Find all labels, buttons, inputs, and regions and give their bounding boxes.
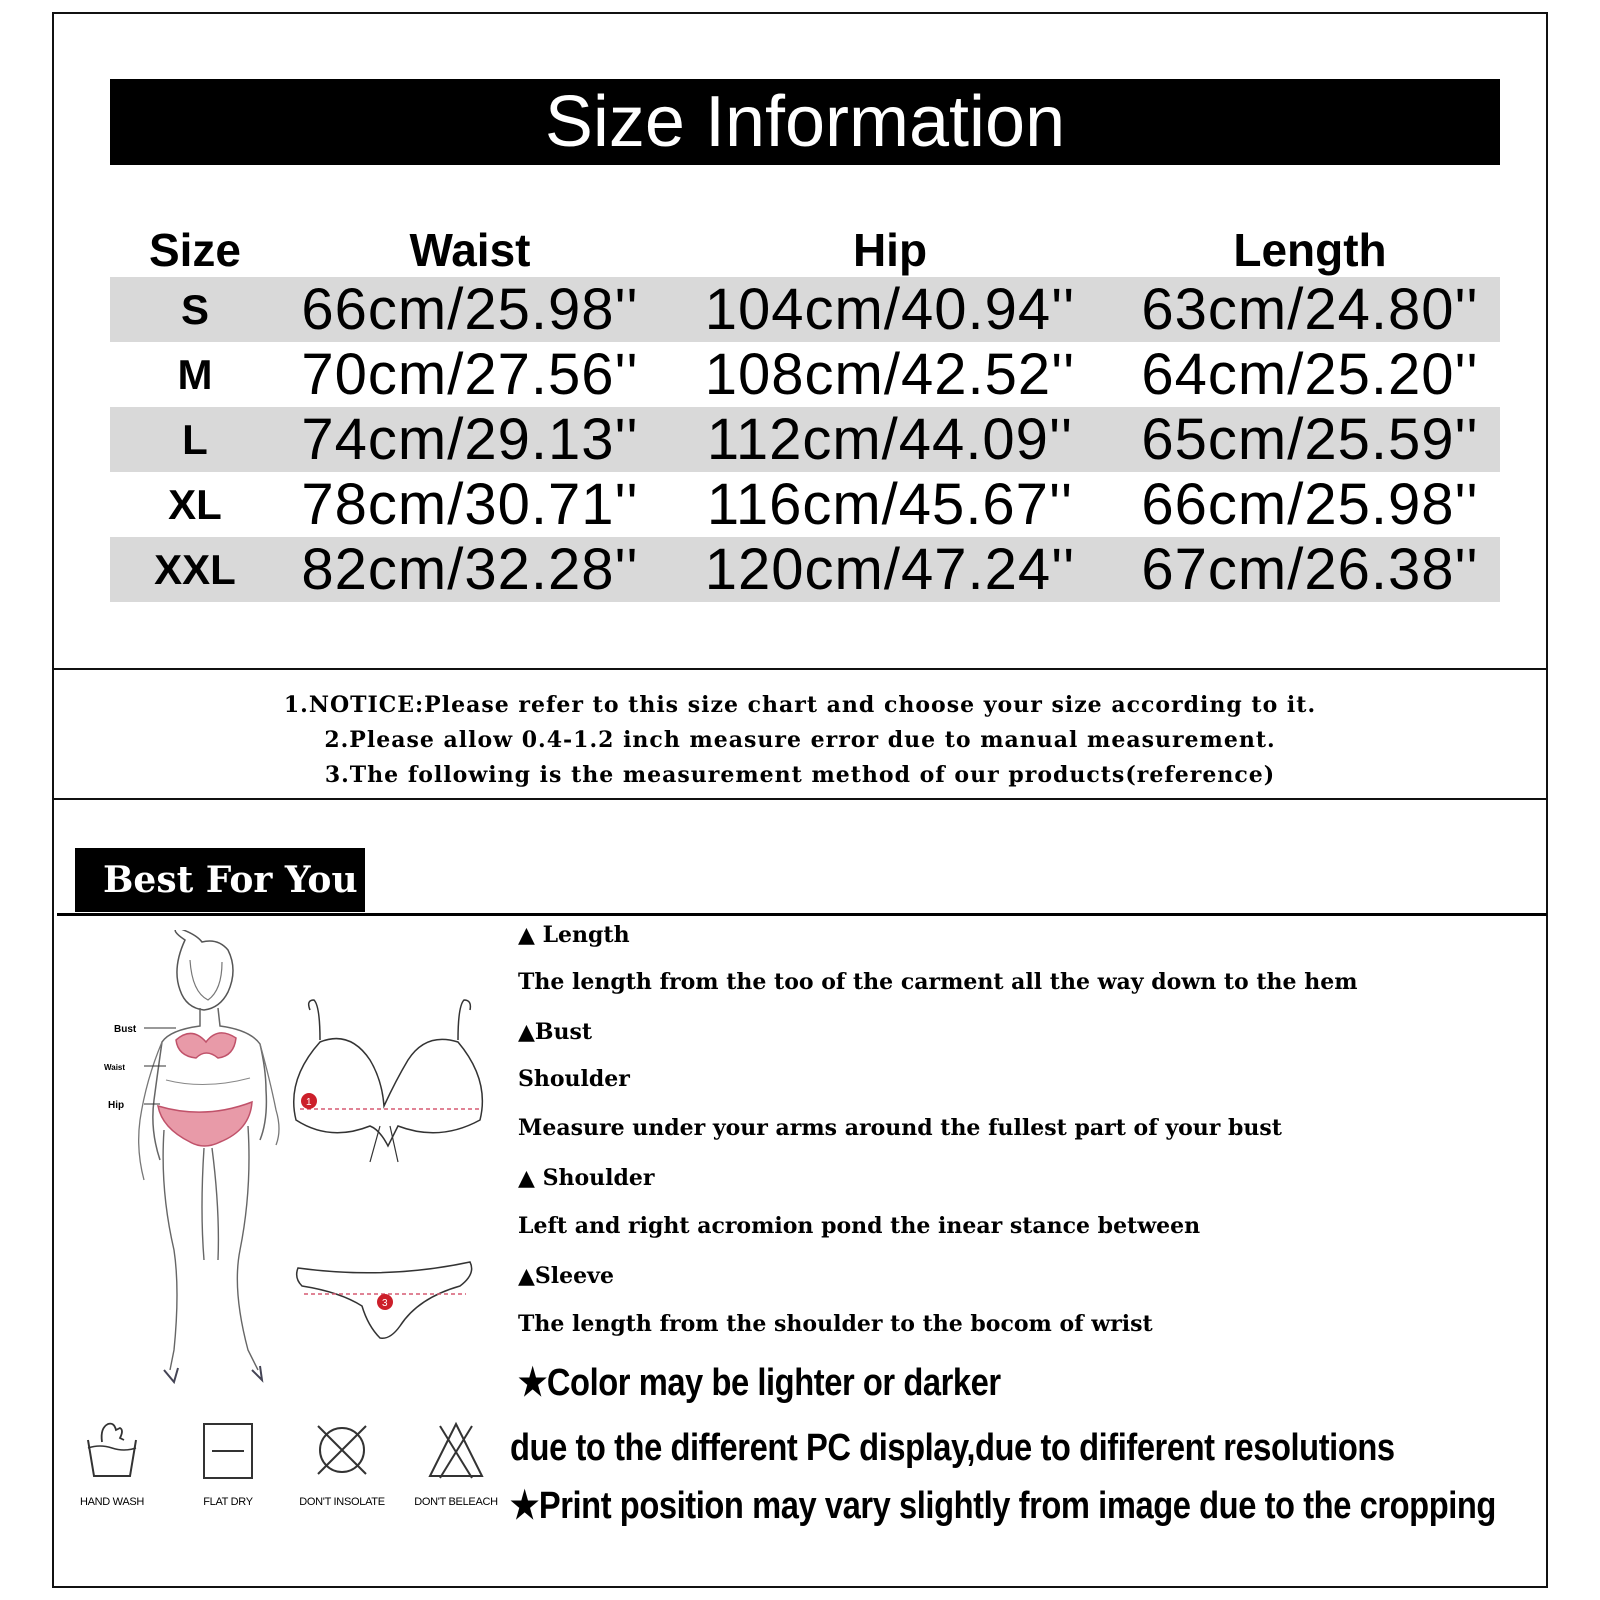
notice-block [52,688,1548,793]
hip-cell: 108cm/42.52'' [704,342,1076,407]
guide-bust-heading: ▲Bust [518,1019,593,1045]
size-cell: XL [168,480,222,528]
waist-cell: 66cm/25.98'' [301,277,639,342]
figure-shoes [164,1366,262,1382]
hand-wash-icon [80,1418,144,1482]
notice-line: 2.Please allow 0.4-1.2 inch measure error due to manual measurement. [324,727,1276,753]
marker-3: 3 [382,1298,388,1309]
care-flat-dry [178,1418,278,1508]
table-row [110,277,1500,342]
guide-shoulder-heading: ▲ Shoulder [518,1165,655,1191]
header-length: Length [1233,224,1387,276]
hip-cell: 116cm/45.67'' [706,472,1074,537]
waist-cell: 78cm/30.71'' [301,472,639,537]
length-cell: 63cm/24.80'' [1141,277,1479,342]
care-label: DON'T BELEACH [414,1496,498,1508]
figure-waist [166,1078,250,1085]
marker-1: 1 [306,1097,312,1108]
size-cell: XXL [154,545,236,593]
table-row [110,472,1500,537]
length-cell: 64cm/25.20'' [1141,342,1479,407]
care-label: HAND WASH [79,1496,145,1508]
guide-shoulder-text: Left and right acromion pond the inear stance between [518,1213,1201,1239]
best-for-you-tab: Best For You [75,848,365,912]
care-hand-wash [62,1418,162,1508]
figure-legs [163,1126,258,1370]
table-row [110,407,1500,472]
label-waist: Waist [104,1063,126,1072]
guide-sleeve-heading: ▲Sleeve [518,1263,614,1289]
body-measurement-illustration [100,930,520,1400]
label-bust: Bust [114,1024,137,1035]
guide-shoulder-label: Shoulder [518,1066,630,1092]
guide-length-heading: ▲ Length [518,922,630,948]
size-cell: S [180,285,209,333]
hip-cell: 104cm/40.94'' [704,277,1076,342]
flat-dry-icon [196,1418,260,1482]
dont-insolate-icon [310,1418,374,1482]
care-label: DON'T INSOLATE [299,1496,385,1508]
section-underline [57,913,1547,916]
divider [52,668,1548,670]
bra-sketch [294,1000,483,1162]
notice-line: 3.The following is the measurement method of our products(reference) [324,762,1276,788]
guide-bust-text: Measure under your arms around the fullest part of your bust [518,1115,1282,1141]
header-hip: Hip [852,224,928,276]
hip-cell: 120cm/47.24'' [704,537,1076,602]
care-dont-bleach [406,1418,506,1508]
notice-line: 1.NOTICE:Please refer to this size chart and choose your size according to it. [283,692,1317,718]
hip-cell: 112cm/44.09'' [706,407,1074,472]
page-title: Size Information [110,79,1500,165]
color-note-2: due to the different PC display,due to dififerent resolutions [510,1427,1395,1469]
length-cell: 66cm/25.98'' [1141,472,1479,537]
table-row [110,342,1500,407]
guide-length-text: The length from the too of the carment all the way down to the hem [518,969,1358,995]
bikini-top [176,1033,236,1058]
divider [52,798,1548,800]
size-cell: L [182,415,208,463]
bikini-bottom [158,1102,252,1146]
dont-bleach-icon [424,1418,488,1482]
header-waist: Waist [409,224,531,276]
waist-cell: 74cm/29.13'' [301,407,639,472]
care-dont-insolate [292,1418,392,1508]
size-cell: M [177,350,213,398]
waist-cell: 70cm/27.56'' [301,342,639,407]
color-note-3: ★Print position may vary slightly from image due to the cropping [510,1485,1496,1527]
length-cell: 67cm/26.38'' [1141,537,1479,602]
waist-cell: 82cm/32.28'' [301,537,639,602]
length-cell: 65cm/25.59'' [1141,407,1479,472]
color-note-1: ★Color may be lighter or darker [518,1362,1001,1404]
panty-sketch [297,1262,472,1338]
header-size: Size [148,224,242,276]
table-row [110,537,1500,602]
care-label: FLAT DRY [203,1496,253,1508]
figure-face [190,960,222,1000]
label-hip: Hip [108,1100,125,1111]
guide-sleeve-text: The length from the shoulder to the bocom of wrist [518,1311,1153,1337]
